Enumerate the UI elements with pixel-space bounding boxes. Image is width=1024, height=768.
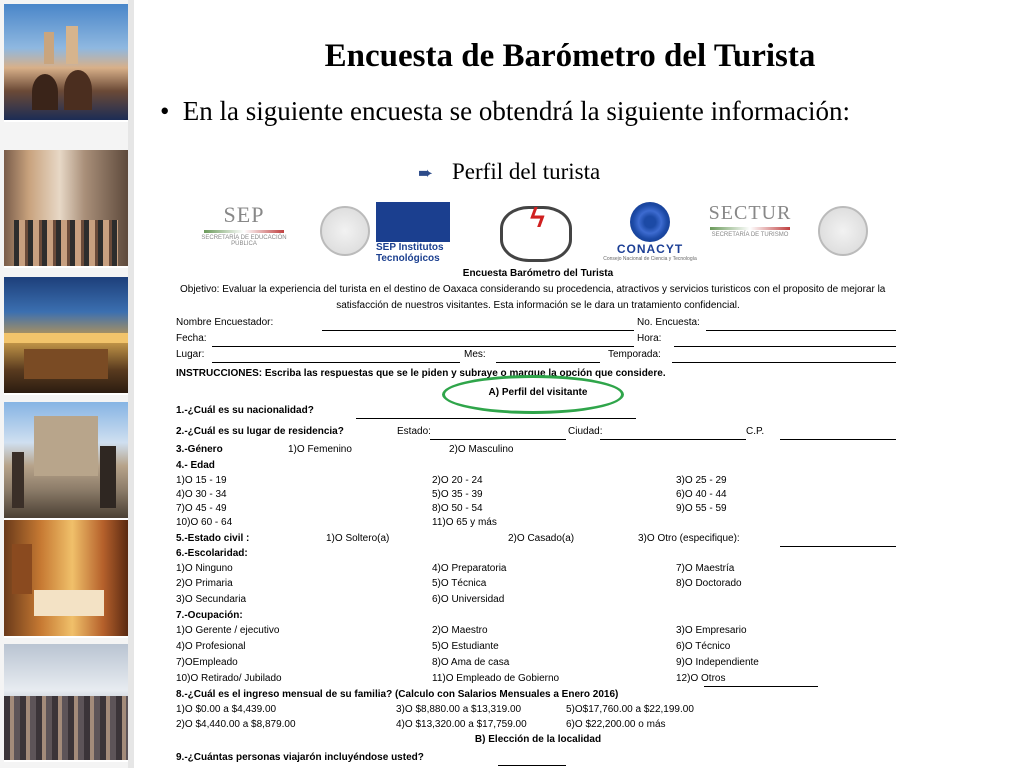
edad-option[interactable]: 1)O 15 - 19 xyxy=(176,475,227,486)
mexico-seal-icon-2 xyxy=(818,206,868,256)
edad-option[interactable]: 11)O 65 y más xyxy=(432,517,497,528)
estado-line[interactable] xyxy=(430,439,566,440)
q1-label: 1.-¿Cuál es su nacionalidad? xyxy=(176,405,314,416)
photo-street xyxy=(4,150,128,268)
ocupacion-option[interactable]: 10)O Retirado/ Jubilado xyxy=(176,673,282,684)
conacyt-tagline: Consejo Nacional de Ciencia y Tecnología xyxy=(603,256,697,262)
bullet-line xyxy=(160,96,850,127)
instrucciones: INSTRUCCIONES: Escriba las respuestas que se le piden y subraye o marque la opción que considere. xyxy=(176,368,666,379)
edad-option[interactable]: 8)O 50 - 54 xyxy=(432,503,483,514)
civil-option[interactable]: 3)O Otro (especifique): xyxy=(638,533,740,544)
arrow-icon: ➨ xyxy=(418,163,434,183)
escolaridad-option[interactable]: 8)O Doctorado xyxy=(676,578,742,589)
q3-label: 3.-Género xyxy=(176,444,223,455)
mes-line[interactable] xyxy=(496,362,600,363)
escolaridad-option[interactable]: 4)O Preparatoria xyxy=(432,563,507,574)
ocupacion-option[interactable]: 7)OEmpleado xyxy=(176,657,238,668)
sectur-logo-bar xyxy=(710,227,790,230)
sep-logo xyxy=(196,202,292,264)
escolaridad-option[interactable]: 1)O Ninguno xyxy=(176,563,233,574)
ingreso-option[interactable]: 5)O$17,760.00 a $22,199.00 xyxy=(566,704,694,715)
gear-logo-icon xyxy=(494,202,576,264)
temporada-label: Temporada: xyxy=(608,349,661,360)
edad-option[interactable]: 6)O 40 - 44 xyxy=(676,489,727,500)
lugar-label: Lugar: xyxy=(176,349,205,360)
edad-option[interactable]: 10)O 60 - 64 xyxy=(176,517,233,528)
genero-option[interactable]: 1)O Femenino xyxy=(288,444,352,455)
ingreso-option[interactable]: 3)O $8,880.00 a $13,319.00 xyxy=(396,704,522,715)
tecnologicos-logo-caption: SEP Institutos Tecnológicos xyxy=(376,242,444,264)
q9-line[interactable] xyxy=(498,765,566,766)
ocupacion-option[interactable]: 11)O Empleado de Gobierno xyxy=(432,673,560,684)
edad-option[interactable]: 7)O 45 - 49 xyxy=(176,503,227,514)
edad-option[interactable]: 2)O 20 - 24 xyxy=(432,475,483,486)
ocupacion-option[interactable]: 12)O Otros xyxy=(676,673,726,684)
escolaridad-option[interactable]: 2)O Primaria xyxy=(176,578,233,589)
temporada-line[interactable] xyxy=(672,362,896,363)
nombre-label: Nombre Encuestador: xyxy=(176,317,274,328)
escolaridad-option[interactable]: 6)O Universidad xyxy=(432,594,505,605)
photo-hotel-room xyxy=(4,520,128,638)
q5-label: 5.-Estado civil : xyxy=(176,533,250,544)
civil-otro-line[interactable] xyxy=(780,546,896,547)
form-objective-2: satisfacción de nuestros visitantes. Esta información se le dara un tratamiento confidencial. xyxy=(336,300,740,311)
escolaridad-option[interactable]: 3)O Secundaria xyxy=(176,594,247,605)
ocupacion-option[interactable]: 6)O Técnico xyxy=(676,641,731,652)
section-a-title: A) Perfil del visitante xyxy=(488,387,588,398)
ocupacion-option[interactable]: 4)O Profesional xyxy=(176,641,246,652)
tecnologicos-logo xyxy=(376,202,492,264)
ingreso-option[interactable]: 6)O $22,200.00 o más xyxy=(566,719,666,730)
bullet-dot: • xyxy=(160,96,170,126)
sep-logo-bar xyxy=(204,230,284,233)
ocupacion-option[interactable]: 5)O Estudiante xyxy=(432,641,499,652)
photo-church xyxy=(4,402,128,520)
civil-option[interactable]: 1)O Soltero(a) xyxy=(326,533,390,544)
cp-line[interactable] xyxy=(780,439,896,440)
form-objective-1: Objetivo: Evaluar la experiencia del turista en el destino de Oaxaca considerando su procedencia, atractivos y servicios turisticos con el proposito de mejorar la xyxy=(180,284,886,295)
escolaridad-option[interactable]: 7)O Maestría xyxy=(676,563,735,574)
ciudad-label: Ciudad: xyxy=(568,426,603,437)
conacyt-globe-icon xyxy=(630,202,670,242)
q9-label: 9.-¿Cuántas personas viajarón incluyéndose usted? xyxy=(176,752,424,763)
sub-bullet xyxy=(418,159,600,185)
q1-line[interactable] xyxy=(356,418,636,419)
mes-label: Mes: xyxy=(464,349,486,360)
survey-form xyxy=(176,266,900,768)
edad-option[interactable]: 5)O 35 - 39 xyxy=(432,489,483,500)
otros-line[interactable] xyxy=(704,686,818,687)
no-encuesta-line[interactable] xyxy=(706,330,896,331)
photo-rooftop-pool xyxy=(4,4,128,122)
q4-label: 4.- Edad xyxy=(176,460,215,471)
ocupacion-option[interactable]: 9)O Independiente xyxy=(676,657,759,668)
civil-option[interactable]: 2)O Casado(a) xyxy=(508,533,575,544)
hora-label: Hora: xyxy=(637,333,662,344)
strip-edge xyxy=(128,0,134,768)
sep-logo-caption: SECRETARÍA DE EDUCACIÓN PÚBLICA xyxy=(201,235,287,247)
q2-label: 2.-¿Cuál es su lugar de residencia? xyxy=(176,426,344,437)
ocupacion-option[interactable]: 3)O Empresario xyxy=(676,625,747,636)
conacyt-logo xyxy=(596,202,704,264)
ocupacion-option[interactable]: 8)O Ama de casa xyxy=(432,657,510,668)
conacyt-name: CONACYT xyxy=(616,242,684,256)
sectur-logo-caption: SECRETARÍA DE TURISMO xyxy=(711,232,789,238)
edad-option[interactable]: 3)O 25 - 29 xyxy=(676,475,727,486)
ciudad-line[interactable] xyxy=(600,439,746,440)
mexico-seal-icon xyxy=(320,206,370,256)
form-title: Encuesta Barómetro del Turista xyxy=(462,268,614,279)
section-b-title: B) Elección de la localidad xyxy=(474,734,602,745)
sectur-logo-text: SECTUR xyxy=(708,202,792,224)
logos-row xyxy=(196,202,896,264)
ocupacion-option[interactable]: 1)O Gerente / ejecutivo xyxy=(176,625,280,636)
ingreso-option[interactable]: 4)O $13,320.00 a $17,759.00 xyxy=(396,719,527,730)
bolt-icon: ϟ xyxy=(530,202,545,233)
fecha-label: Fecha: xyxy=(176,333,207,344)
ocupacion-option[interactable]: 2)O Maestro xyxy=(432,625,488,636)
photo-crowd xyxy=(4,644,128,762)
estado-label: Estado: xyxy=(397,426,431,437)
genero-option[interactable]: 2)O Masculino xyxy=(449,444,514,455)
q7-label: 7.-Ocupación: xyxy=(176,610,243,621)
q6-label: 6.-Escolaridad: xyxy=(176,548,248,559)
escolaridad-option[interactable]: 5)O Técnica xyxy=(432,578,487,589)
tecnologicos-logo-block xyxy=(376,202,450,242)
hora-line[interactable] xyxy=(674,346,896,347)
sep-logo-text: SEP xyxy=(223,202,265,227)
cp-label: C.P. xyxy=(746,426,765,437)
sectur-logo xyxy=(702,202,798,264)
edad-option[interactable]: 9)O 55 - 59 xyxy=(676,503,727,514)
photo-night-terrace xyxy=(4,277,128,395)
sub-bullet-text: Perfil del turista xyxy=(452,159,601,184)
ingreso-option[interactable]: 1)O $0.00 a $4,439.00 xyxy=(176,704,277,715)
nombre-line[interactable] xyxy=(322,330,634,331)
fecha-line[interactable] xyxy=(212,346,634,347)
photo-strip xyxy=(0,0,134,768)
no-encuesta-label: No. Encuesta: xyxy=(637,317,700,328)
slide-title: Encuesta de Barómetro del Turista xyxy=(324,38,816,74)
lugar-line[interactable] xyxy=(212,362,460,363)
bullet-text: En la siguiente encuesta se obtendrá la siguiente información: xyxy=(182,96,851,126)
q8-label: 8.-¿Cuál es el ingreso mensual de su familia? (Calculo con Salarios Mensuales a Enero 2016) xyxy=(176,689,619,700)
ingreso-option[interactable]: 2)O $4,440.00 a $8,879.00 xyxy=(176,719,296,730)
edad-option[interactable]: 4)O 30 - 34 xyxy=(176,489,227,500)
